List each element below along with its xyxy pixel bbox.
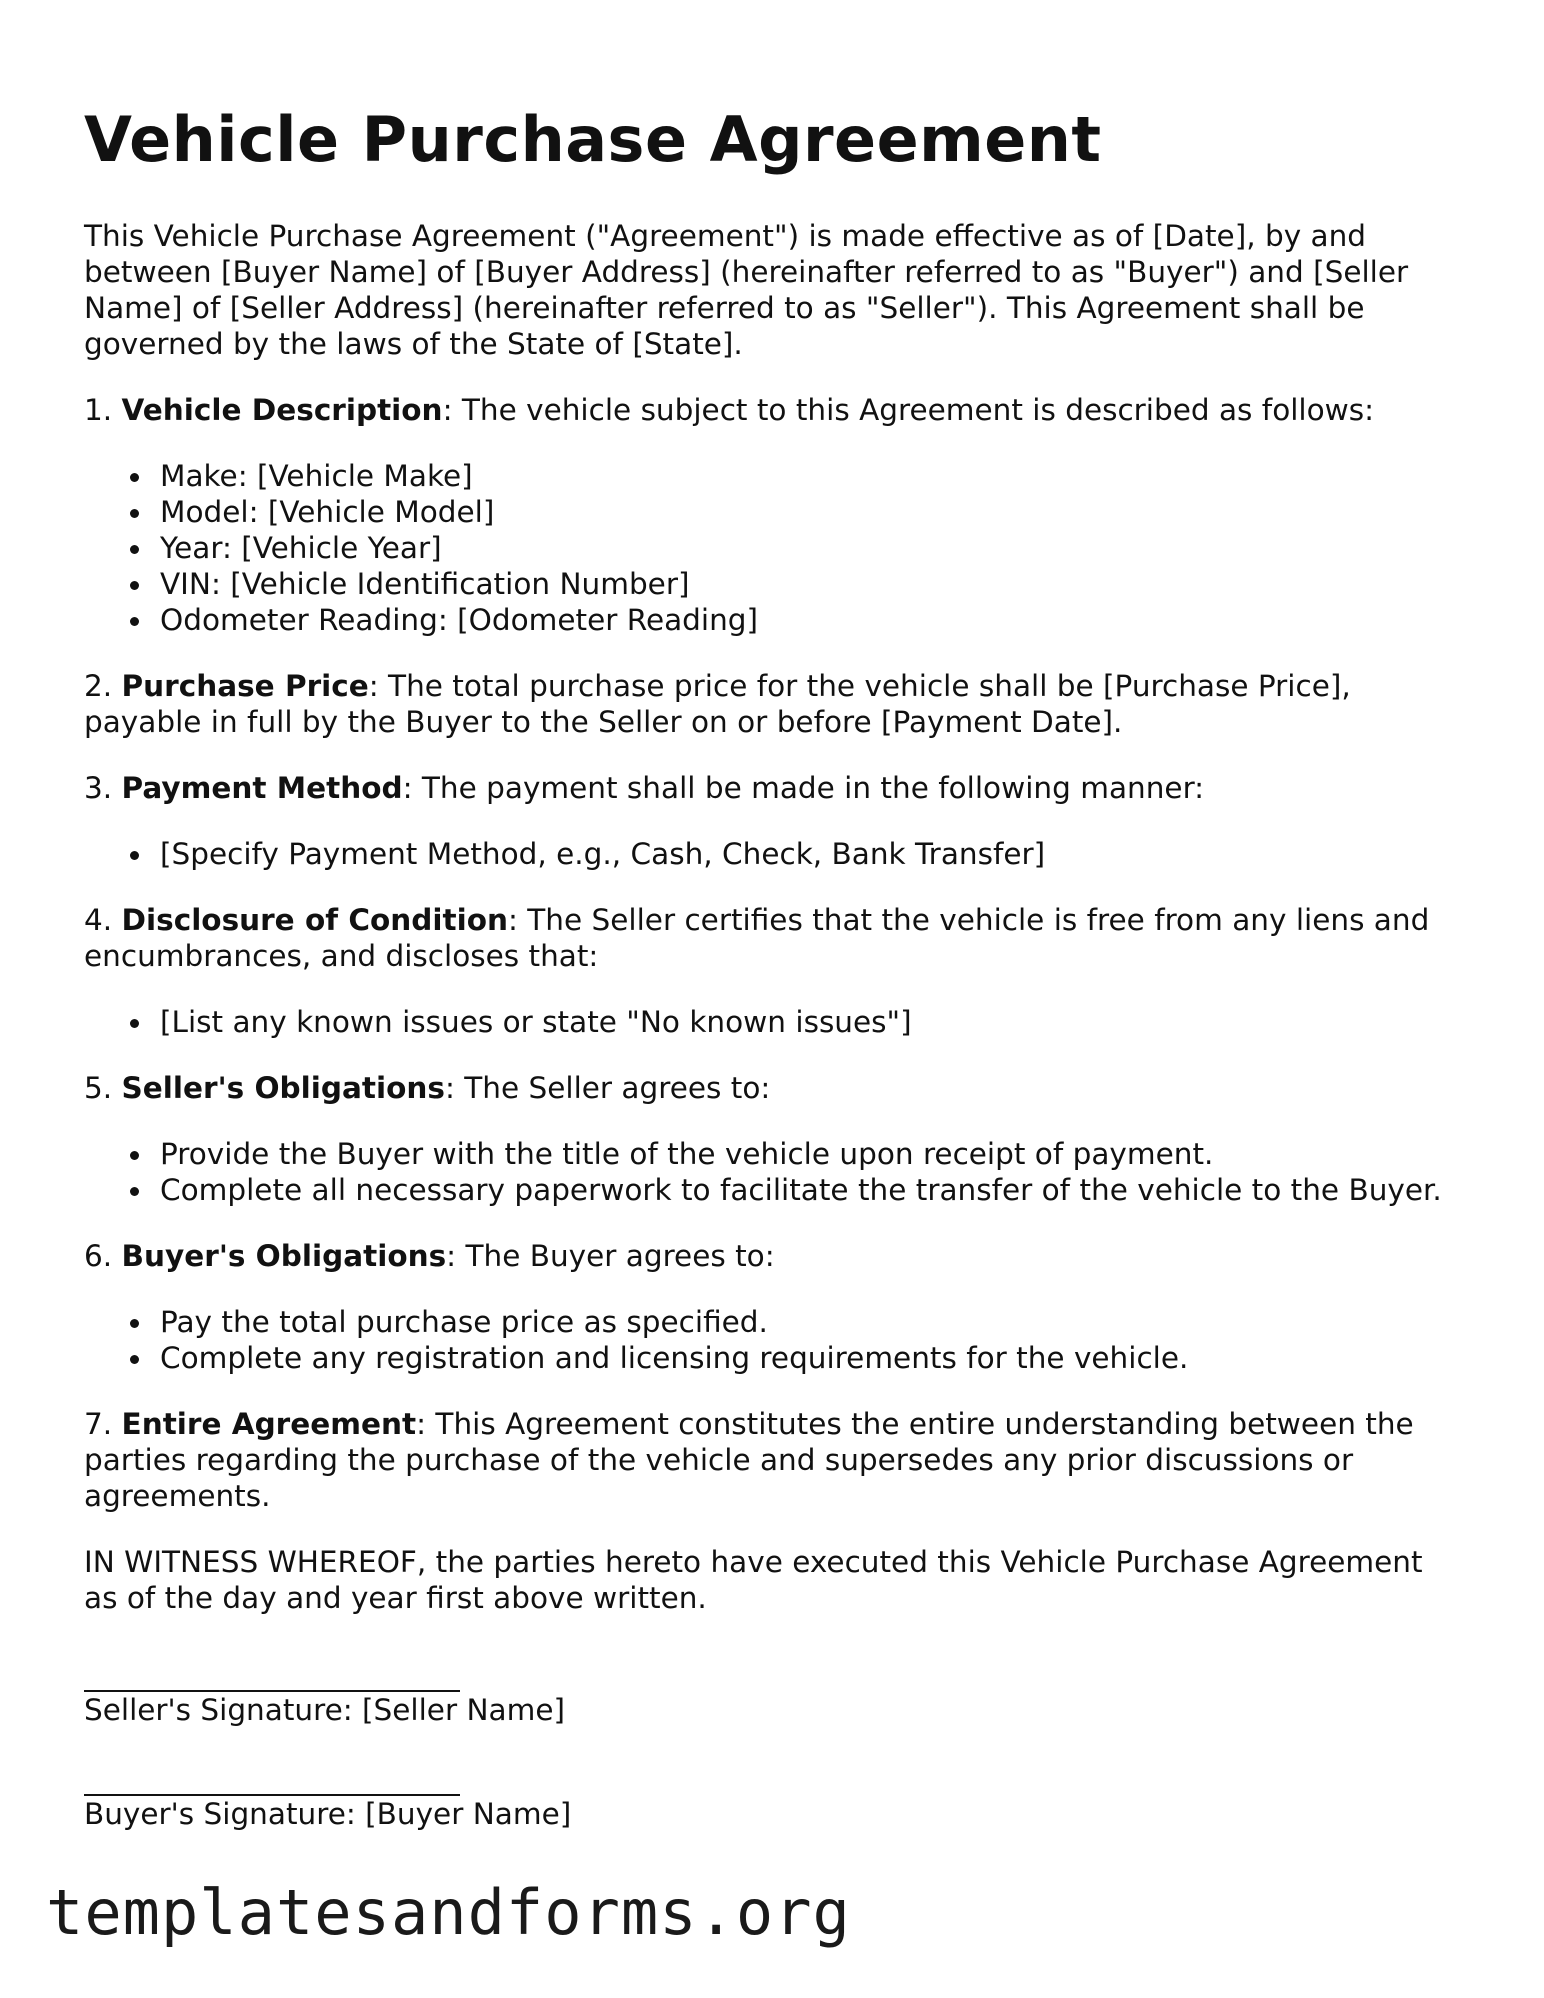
intro-paragraph: This Vehicle Purchase Agreement ("Agreement") is made effective as of [Date], by and between [Buyer Name] of [Buyer Address] (hereinafter referred to as "Buyer") and [Seller Name] of [Seller Address] (hereinafter referred to as "Seller"). This Agreement shall be governed by the laws of the State of [State]. bbox=[84, 219, 1409, 361]
witness-paragraph: IN WITNESS WHEREOF, the parties hereto have executed this Vehicle Purchase Agreement as of the day and year first above written. bbox=[84, 1545, 1423, 1615]
section-number: 5. bbox=[84, 1071, 113, 1105]
section-heading: Disclosure of Condition bbox=[121, 903, 508, 937]
section-number: 4. bbox=[84, 903, 113, 937]
list-item: Year: [Vehicle Year] bbox=[84, 530, 1464, 566]
payment-method-list bbox=[84, 836, 1464, 872]
list-item: Model: [Vehicle Model] bbox=[84, 494, 1464, 530]
list-item: VIN: [Vehicle Identification Number] bbox=[84, 566, 1464, 602]
list-item: Complete any registration and licensing requirements for the vehicle. bbox=[84, 1340, 1464, 1376]
list-item: Complete all necessary paperwork to facilitate the transfer of the vehicle to the Buyer. bbox=[84, 1172, 1464, 1208]
disclosure-list bbox=[84, 1004, 1464, 1040]
seller-signature-label: Seller's Signature: [Seller Name] bbox=[84, 1693, 566, 1727]
section-heading: Purchase Price bbox=[121, 669, 369, 703]
section-text: : This Agreement constitutes the entire understanding between the parties regarding the purchase of the vehicle and supersedes any prior discussions or agreements. bbox=[84, 1407, 1414, 1513]
section-text: : The total purchase price for the vehicle shall be [Purchase Price], payable in full by the Buyer to the Seller on or before [Payment Date]. bbox=[84, 669, 1351, 739]
document-page bbox=[84, 100, 1464, 1832]
list-item: Odometer Reading: [Odometer Reading] bbox=[84, 602, 1464, 638]
section-number: 1. bbox=[84, 393, 113, 427]
vehicle-description-list bbox=[84, 458, 1464, 638]
section-heading: Payment Method bbox=[121, 771, 403, 805]
section-vehicle-description bbox=[84, 392, 1464, 428]
signature-block bbox=[84, 1654, 1464, 1832]
buyer-signature-label: Buyer's Signature: [Buyer Name] bbox=[84, 1797, 572, 1831]
section-heading: Entire Agreement bbox=[121, 1407, 417, 1441]
section-text: : The Seller certifies that the vehicle is free from any liens and encumbrances, and discloses that: bbox=[84, 903, 1430, 973]
buyer-obligations-list bbox=[84, 1304, 1464, 1376]
section-text: : The payment shall be made in the following manner: bbox=[402, 771, 1205, 805]
section-heading: Seller's Obligations bbox=[121, 1071, 445, 1105]
page-title: Vehicle Purchase Agreement bbox=[84, 103, 1102, 176]
section-text: : The Seller agrees to: bbox=[444, 1071, 771, 1105]
section-heading: Buyer's Obligations bbox=[121, 1239, 447, 1273]
list-item: Make: [Vehicle Make] bbox=[84, 458, 1464, 494]
section-seller-obligations bbox=[84, 1070, 1464, 1106]
seller-signature-line[interactable] bbox=[84, 1654, 460, 1692]
list-item: [List any known issues or state "No known issues"] bbox=[84, 1004, 1464, 1040]
section-entire-agreement bbox=[84, 1406, 1464, 1514]
list-item: Pay the total purchase price as specified. bbox=[84, 1304, 1464, 1340]
buyer-signature-line[interactable] bbox=[84, 1758, 460, 1796]
section-purchase-price bbox=[84, 668, 1464, 740]
seller-obligations-list bbox=[84, 1136, 1464, 1208]
list-item: [Specify Payment Method, e.g., Cash, Check, Bank Transfer] bbox=[84, 836, 1464, 872]
section-number: 7. bbox=[84, 1407, 113, 1441]
watermark-text: templatesandforms.org bbox=[46, 1876, 851, 1949]
section-payment-method bbox=[84, 770, 1464, 806]
section-number: 6. bbox=[84, 1239, 113, 1273]
section-text: : The vehicle subject to this Agreement is described as follows: bbox=[442, 393, 1375, 427]
section-number: 3. bbox=[84, 771, 113, 805]
section-heading: Vehicle Description bbox=[121, 393, 443, 427]
section-buyer-obligations bbox=[84, 1238, 1464, 1274]
section-text: : The Buyer agrees to: bbox=[446, 1239, 775, 1273]
section-number: 2. bbox=[84, 669, 113, 703]
list-item: Provide the Buyer with the title of the vehicle upon receipt of payment. bbox=[84, 1136, 1464, 1172]
section-disclosure-of-condition bbox=[84, 902, 1464, 974]
